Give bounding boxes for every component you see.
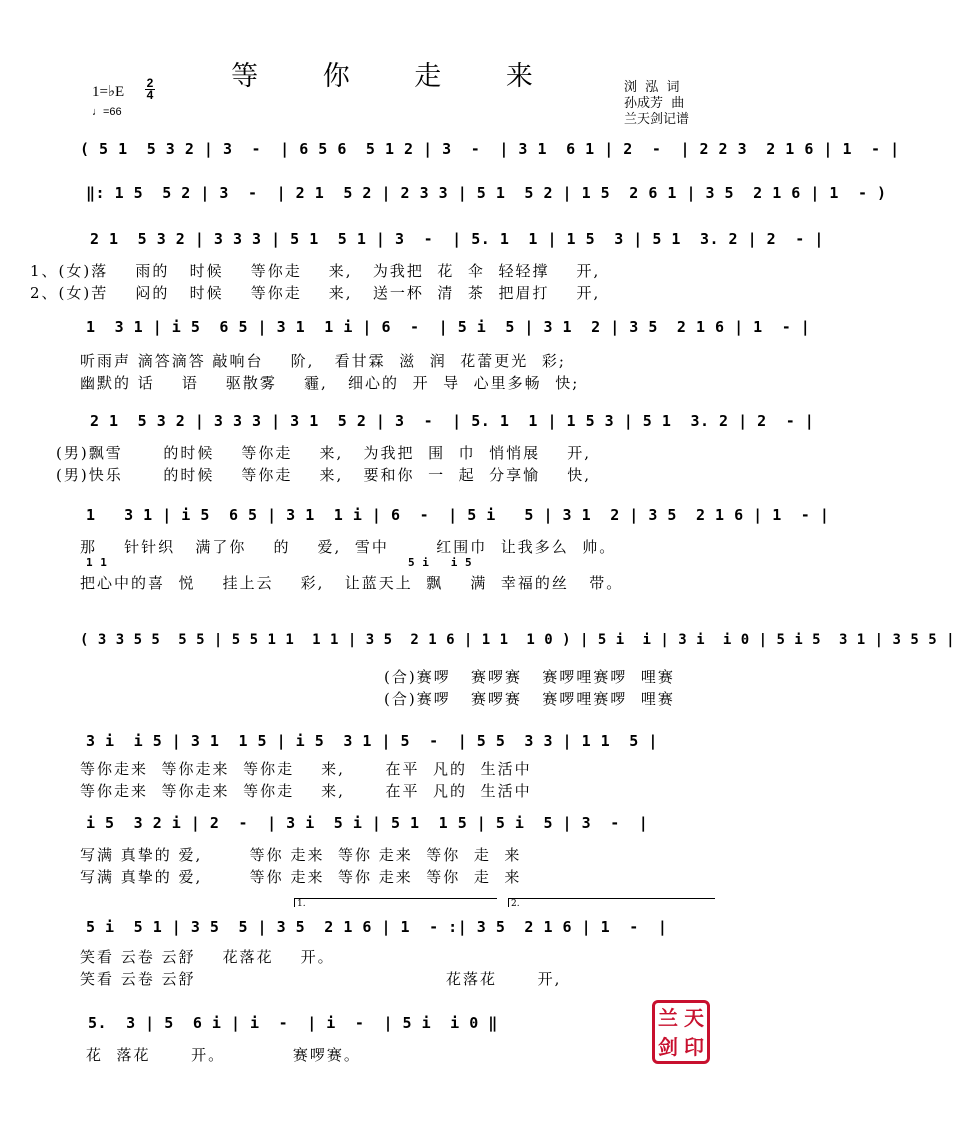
- time-signature-top: 2: [146, 76, 154, 90]
- small-notes-a: 1 1: [86, 556, 108, 569]
- volta-2: 2.: [508, 898, 715, 907]
- stamp-char: 剑: [658, 1034, 678, 1059]
- lyric-line-3b: 2、(女)苦 闷的 时候 等你走 来, 送一杯 清 茶 把眉打 开,: [30, 284, 601, 302]
- score-line-7: ( 3 3 5 5 5 5 | 5 5 1 1 1 1 | 3 5 2 1 6 | 1 1 1 0 ) | 5 i i | 3 i i 0 | 5 i 5 3 1 | 3 5 5 |: [80, 632, 955, 648]
- lyric-line-10a: 笑看 云卷 云舒 花落花 开。: [80, 948, 335, 966]
- score-line-5: 2 1 5 3 2 | 3 3 3 | 3 1 5 2 | 3 - | 5. 1 1 | 1 5 3 | 5 1 3. 2 | 2 - |: [90, 412, 815, 430]
- score-line-4: 1 3 1 | i 5 6 5 | 3 1 1 i | 6 - | 5 i 5 | 3 1 2 | 3 5 2 1 6 | 1 - |: [86, 318, 811, 336]
- lyric-line-6a: 那 针针织 满了你 的 爱, 雪中 红围巾 让我多么 帅。: [80, 538, 617, 556]
- time-signature: [145, 78, 155, 101]
- lyric-line-6b: 把心中的喜 悦 挂上云 彩, 让蓝天上 飘 满 幸福的丝 带。: [80, 574, 624, 592]
- lyric-line-4a: 听雨声 滴答滴答 敲响台 阶, 看甘霖 滋 润 花蕾更光 彩;: [80, 352, 566, 370]
- lyric-line-8a: 等你走来 等你走来 等你走 来, 在平 凡的 生活中: [80, 760, 532, 778]
- lyric-line-7a: (合)赛啰 赛啰赛 赛啰哩赛啰 哩赛: [384, 668, 675, 686]
- score-line-6: 1 3 1 | i 5 6 5 | 3 1 1 i | 6 - | 5 i 5 | 3 1 2 | 3 5 2 1 6 | 1 - |: [86, 506, 830, 524]
- small-notes-b: 5 i i 5: [408, 556, 473, 569]
- composer-credit: 孙成芳 曲: [624, 96, 685, 111]
- lyric-line-10b: 笑看 云卷 云舒 花落花 开,: [80, 970, 562, 988]
- lyric-line-11: 花 落花 开。 赛啰赛。: [86, 1046, 361, 1064]
- credits: [624, 80, 689, 128]
- lyric-line-9a: 写满 真挚的 爱, 等你 走来 等你 走来 等你 走 来: [80, 846, 522, 864]
- score-line-2: ‖: 1 5 5 2 | 3 - | 2 1 5 2 | 2 3 3 | 5 1 5 2 | 1 5 2 6 1 | 3 5 2 1 6 | 1 - ): [86, 184, 887, 202]
- time-signature-bottom: 4: [146, 88, 154, 102]
- score-line-10: 5 i 5 1 | 3 5 5 | 3 5 2 1 6 | 1 - :| 3 5 2 1 6 | 1 - |: [86, 918, 668, 936]
- lyric-line-9b: 写满 真挚的 爱, 等你 走来 等你 走来 等你 走 来: [80, 868, 522, 886]
- lyric-line-8b: 等你走来 等你走来 等你走 来, 在平 凡的 生活中: [80, 782, 532, 800]
- stamp-char: 天: [684, 1005, 704, 1030]
- song-title: 等 你 走 来: [231, 61, 561, 92]
- lyric-line-7b: (合)赛啰 赛啰赛 赛啰哩赛啰 哩赛: [384, 690, 675, 708]
- key-signature: 1=♭E: [92, 84, 125, 100]
- stamp-char: 兰: [658, 1005, 678, 1030]
- lyric-line-4b: 幽默的 话 语 驱散雾 霾, 细心的 开 导 心里多畅 快;: [80, 374, 580, 392]
- seal-stamp: [652, 1000, 710, 1064]
- stamp-char: 印: [684, 1034, 704, 1059]
- score-line-8: 3 i i 5 | 3 1 1 5 | i 5 3 1 | 5 - | 5 5 3 3 | 1 1 5 |: [86, 732, 658, 750]
- score-line-9: i 5 3 2 i | 2 - | 3 i 5 i | 5 1 1 5 | 5 i 5 | 3 - |: [86, 814, 649, 832]
- score-line-1: ( 5 1 5 3 2 | 3 - | 6 5 6 5 1 2 | 3 - | 3 1 6 1 | 2 - | 2 2 3 2 1 6 | 1 - |: [80, 140, 900, 158]
- score-line-11: 5. 3 | 5 6 i | i - | i - | 5 i i 0 ‖: [88, 1014, 498, 1032]
- lyric-line-3a: 1、(女)落 雨的 时候 等你走 来, 为我把 花 伞 轻轻撑 开,: [30, 262, 601, 280]
- volta-1: 1.: [294, 898, 497, 907]
- tempo-marking: ♩=66: [92, 106, 122, 118]
- lyric-line-5a: (男)飘雪 的时候 等你走 来, 为我把 围 巾 悄悄展 开,: [56, 444, 591, 462]
- lyric-line-5b: (男)快乐 的时候 等你走 来, 要和你 一 起 分享愉 快,: [56, 466, 591, 484]
- score-line-3: 2 1 5 3 2 | 3 3 3 | 5 1 5 1 | 3 - | 5. 1 1 | 1 5 3 | 5 1 3. 2 | 2 - |: [90, 230, 824, 248]
- lyricist-credit: 浏 泓 词: [624, 80, 680, 95]
- transcriber-credit: 兰天剑记谱: [624, 112, 690, 127]
